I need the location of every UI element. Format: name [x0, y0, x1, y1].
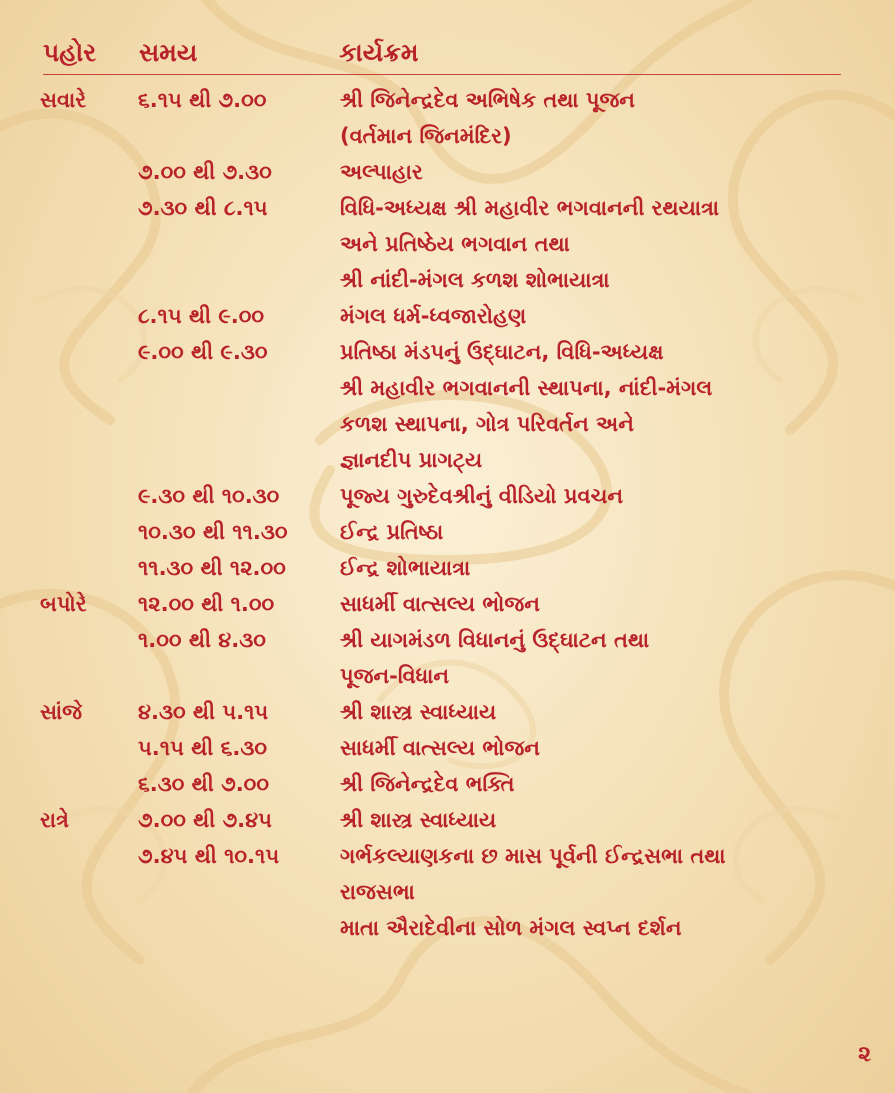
- row-program: (વર્તમાન જિનમંદિર): [340, 124, 512, 148]
- schedule-row: [0, 228, 895, 264]
- row-program: ઈન્દ્ર શોભાયાત્રા: [340, 556, 471, 580]
- schedule-row: [0, 696, 895, 732]
- row-time: ૬.૧૫ થી ૭.૦૦: [138, 88, 267, 112]
- schedule-row: [0, 804, 895, 840]
- row-program: વિધિ-અધ્યક્ષ શ્રી મહાવીર ભગવાનની રથયાત્રા: [340, 196, 720, 220]
- row-time: ૪.૩૦ થી ૫.૧૫: [138, 700, 269, 724]
- row-program: શ્રી મહાવીર ભગવાનની સ્થાપના, નાંદી-મંગલ: [340, 376, 713, 400]
- row-time: ૧૨.૦૦ થી ૧.૦૦: [138, 592, 275, 616]
- row-time: ૧.૦૦ થી ૪.૩૦: [138, 628, 266, 652]
- schedule-row: [0, 408, 895, 444]
- row-program: શ્રી જિનેન્દ્રદેવ અભિષેક તથા પૂજન: [340, 88, 635, 112]
- row-time: ૧૦.૩૦ થી ૧૧.૩૦: [138, 520, 288, 544]
- row-time: ૭.૦૦ થી ૭.૩૦: [138, 160, 272, 184]
- schedule-row: [0, 300, 895, 336]
- schedule-row: [0, 732, 895, 768]
- row-program: મંગલ ધર્મ-ધ્વજારોહણ: [340, 304, 527, 328]
- schedule-row: [0, 876, 895, 912]
- row-period: સવારે: [40, 88, 87, 112]
- schedule-row: [0, 552, 895, 588]
- schedule-row: [0, 84, 895, 120]
- row-program: પૂજ્ય ગુરુદેવશ્રીનું વીડિયો પ્રવચન: [340, 484, 624, 508]
- row-program: રાજસભા: [340, 880, 415, 904]
- row-program: જ્ઞાનદીપ પ્રાગટ્ય: [340, 448, 483, 472]
- row-time: ૭.૦૦ થી ૭.૪૫: [138, 808, 272, 832]
- schedule-row: [0, 840, 895, 876]
- row-program: સાધર્મી વાત્સલ્ય ભોજન: [340, 592, 540, 616]
- row-program: શ્રી યાગમંડળ વિધાનનું ઉદ્‌ઘાટન તથા: [340, 628, 650, 652]
- schedule-row: [0, 768, 895, 804]
- row-program: પૂજન-વિધાન: [340, 664, 450, 688]
- row-time: ૯.૩૦ થી ૧૦.૩૦: [138, 484, 280, 508]
- row-time: ૧૧.૩૦ થી ૧૨.૦૦: [138, 556, 286, 580]
- header-program: કાર્યક્રમ: [339, 38, 419, 67]
- schedule-row: [0, 120, 895, 156]
- row-program: અને પ્રતિષ્ઠેય ભગવાન તથા: [340, 232, 570, 256]
- schedule-row: [0, 444, 895, 480]
- row-program: શ્રી શાસ્ત્ર સ્વાધ્યાય: [340, 700, 497, 724]
- row-program: શ્રી નાંદી-મંગલ કળશ શોભાયાત્રા: [340, 268, 610, 292]
- row-time: ૭.૪૫ થી ૧૦.૧૫: [138, 844, 280, 868]
- row-period: સાંજે: [40, 700, 83, 724]
- row-program: અલ્પાહાર: [340, 160, 423, 184]
- row-period: રાત્રે: [40, 808, 69, 832]
- row-time: ૫.૧૫ થી ૬.૩૦: [138, 736, 267, 760]
- row-time: ૭.૩૦ થી ૮.૧૫: [138, 196, 268, 220]
- schedule-row: [0, 372, 895, 408]
- row-program: કળશ સ્થાપના, ગોત્ર પરિવર્તન અને: [340, 412, 634, 436]
- schedule-header: [43, 36, 841, 75]
- row-period: બપોરે: [40, 592, 87, 616]
- page-number: ૨: [858, 1042, 871, 1067]
- schedule-row: [0, 336, 895, 372]
- row-program: ગર્ભકલ્યાણકના છ માસ પૂર્વની ઈન્દ્રસભા તથા: [340, 844, 726, 868]
- schedule-row: [0, 912, 895, 948]
- row-program: પ્રતિષ્ઠા મંડપનું ઉદ્‌ઘાટન, વિધિ-અધ્યક્ષ: [340, 340, 664, 364]
- schedule-row: [0, 588, 895, 624]
- schedule-row: [0, 624, 895, 660]
- schedule-row: [0, 516, 895, 552]
- schedule-row: [0, 660, 895, 696]
- row-time: ૬.૩૦ થી ૭.૦૦: [138, 772, 269, 796]
- row-time: ૯.૦૦ થી ૯.૩૦: [138, 340, 268, 364]
- row-time: ૮.૧૫ થી ૯.૦૦: [138, 304, 265, 328]
- schedule-row: [0, 192, 895, 228]
- schedule-row: [0, 264, 895, 300]
- row-program: ઈન્દ્ર પ્રતિષ્ઠા: [340, 520, 444, 544]
- schedule-row: [0, 480, 895, 516]
- row-program: માતા ઐરાદેવીના સોળ મંગલ સ્વપ્ન દર્શન: [340, 916, 682, 940]
- row-program: શ્રી જિનેન્દ્રદેવ ભક્તિ: [340, 772, 515, 796]
- row-program: શ્રી શાસ્ત્ર સ્વાધ્યાય: [340, 808, 497, 832]
- header-period: પહોર: [43, 38, 97, 67]
- header-time: સમય: [139, 38, 198, 67]
- row-program: સાધર્મી વાત્સલ્ય ભોજન: [340, 736, 540, 760]
- schedule-row: [0, 156, 895, 192]
